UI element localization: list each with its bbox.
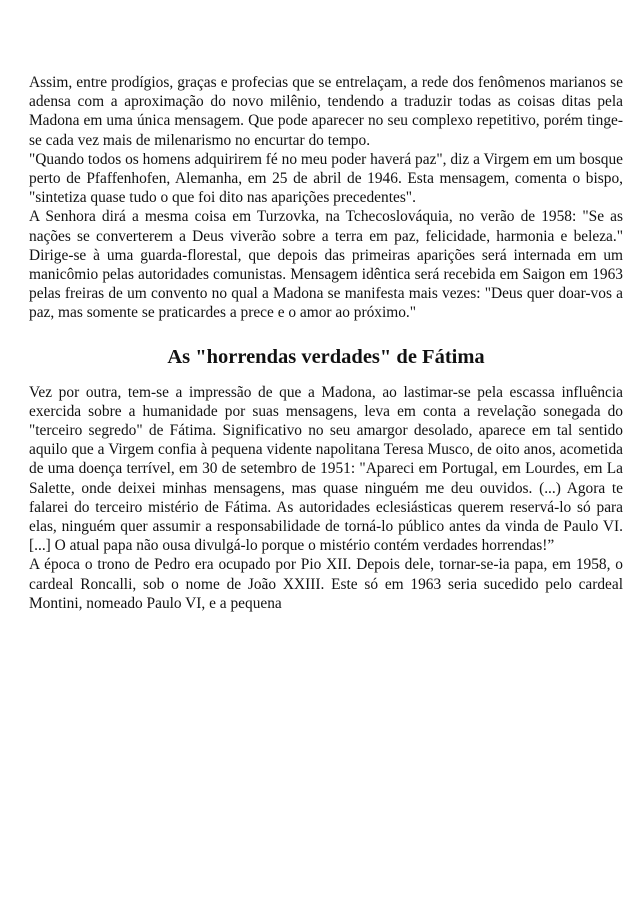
section-heading: As "horrendas verdades" de Fátima: [167, 345, 485, 368]
paragraph-pfaffenhofen: "Quando todos os homens adquirirem fé no meu poder haverá paz", diz a Virgem em um bosque perto de Pfaffenhofen, Alemanha, em 25 de abril de 1946. Esta mensagem, comenta o bispo, "sintetiza quase tudo o que foi dito nas aparições precedentes".: [29, 150, 623, 207]
paragraph-teresa-musco: Vez por outra, tem-se a impressão de que a Madona, ao lastimar-se pela escassa influência exercida sobre a humanidade por suas mensagens, leva em conta a revelação sonegada do "terceiro segredo" de Fátima. Significativo no seu amargor desolado, aparece em tal sentido aquilo que a Virgem confia à pequena vidente napolitana Teresa Musco, de oito anos, acometida de uma doença terrível, em 30 de setembro de 1951: "Apareci em Portugal, em Lourdes, em La Salette, onde deixei minhas mensagens, mas quase ninguém me deu ouvidos. (...) Agora te falarei do terceiro mistério de Fátima. As autoridades eclesiásticas querem reservá-lo só para elas, ninguém quer assumir a responsabilidade de torná-lo público antes da vinda de Paulo VI. [...] O atual papa não ousa divulgá-lo porque o mistério contém verdades horrendas!”: [29, 383, 623, 555]
paragraph-prodigios: Assim, entre prodígios, graças e profecias que se entrelaçam, a rede dos fenômenos marianos se adensa com a aproximação do novo milênio, tendendo a traduzir todas as coisas ditas pela Madona em uma única mensagem. Que pode aparecer no seu complexo repetitivo, porém tinge-se cada vez mais de milenarismo no encurtar do tempo.: [29, 74, 623, 149]
document-page: [29, 73, 623, 613]
paragraph-turzovka: A Senhora dirá a mesma coisa em Turzovka, na Tchecoslováquia, no verão de 1958: "Se as nações se converterem a Deus viverão sobre a terra em paz, felicidade, harmonia e beleza." Dirige-se à uma guarda-florestal, que depois das primeiras aparições será internada em um manicômio pelas autoridades comunistas. Mensagem idêntica será recebida em Saigon em 1963 pelas freiras de um convento no qual a Madona se manifesta mais vezes: "Deus quer doar-vos a paz, mas somente se praticardes a prece e o amor ao próximo.": [29, 208, 623, 322]
paragraph-pio-xii: A época o trono de Pedro era ocupado por Pio XII. Depois dele, tornar-se-ia papa, em 1958, o cardeal Roncalli, sob o nome de João XXIII. Este só em 1963 seria sucedido pelo cardeal Montini, nomeado Paulo VI, e a pequena: [29, 556, 623, 612]
